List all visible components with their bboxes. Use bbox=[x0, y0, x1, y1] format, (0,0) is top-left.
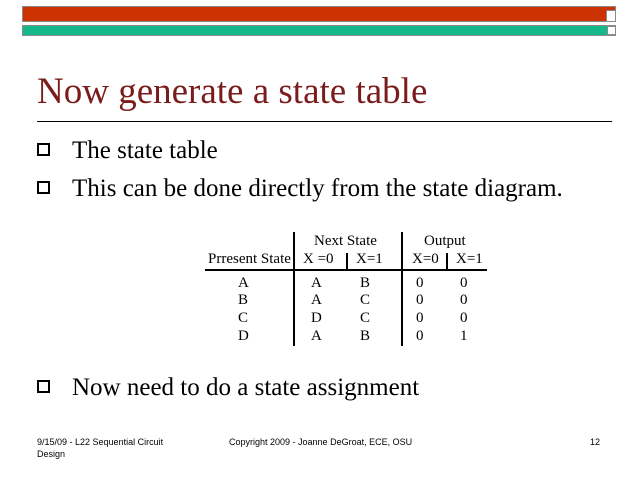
header-next-x0: X =0 bbox=[303, 251, 334, 267]
header-output: Output bbox=[424, 233, 466, 249]
bullet-text: Now need to do a state assignment bbox=[72, 374, 420, 401]
table-cell-present: C bbox=[238, 310, 249, 326]
table-cell-next-x1: C bbox=[360, 292, 371, 308]
table-cell-present: B bbox=[238, 292, 249, 308]
header-output-x0: X=0 bbox=[412, 251, 439, 267]
bullet-square-icon bbox=[37, 143, 50, 156]
footer-date-course: 9/15/09 - L22 Sequential Circuit Design bbox=[37, 437, 164, 459]
header-next-state: Next State bbox=[314, 233, 377, 249]
table-cell-next-x0: A bbox=[311, 328, 322, 344]
slide-title: Now generate a state table bbox=[37, 71, 428, 112]
table-cell-present: A bbox=[238, 275, 249, 291]
header-next-x1: X=1 bbox=[356, 251, 383, 267]
table-divider-next bbox=[346, 253, 348, 269]
table-cell-next-x0: D bbox=[311, 310, 322, 326]
table-header-rule bbox=[205, 269, 487, 271]
table-cell-next-x0: A bbox=[311, 292, 322, 308]
header-square-bottom bbox=[607, 26, 616, 35]
table-cell-out-x1: 1 bbox=[460, 328, 468, 344]
table-cell-out-x0: 0 bbox=[416, 328, 424, 344]
table-cell-out-x1: 0 bbox=[460, 292, 468, 308]
table-cell-next-x1: C bbox=[360, 310, 371, 326]
title-underline bbox=[37, 121, 612, 122]
table-cell-out-x0: 0 bbox=[416, 292, 424, 308]
header-output-x1: X=1 bbox=[456, 251, 483, 267]
header-bar-red bbox=[22, 6, 616, 22]
table-divider-next-output bbox=[401, 232, 403, 346]
header-present-state: Prresent State bbox=[208, 251, 291, 267]
table-divider-output bbox=[446, 253, 448, 269]
table-cell-out-x1: 0 bbox=[460, 275, 468, 291]
bullet-text: The state table bbox=[72, 137, 218, 164]
bullet-text: This can be done directly from the state diagram. bbox=[72, 175, 563, 202]
footer-copyright: Copyright 2009 - Joanne DeGroat, ECE, OSU bbox=[229, 437, 413, 447]
table-cell-next-x0: A bbox=[311, 275, 322, 291]
table-cell-out-x0: 0 bbox=[416, 275, 424, 291]
footer-page-number: 12 bbox=[590, 437, 601, 447]
bullet-square-icon bbox=[37, 380, 50, 393]
table-cell-out-x1: 0 bbox=[460, 310, 468, 326]
table-cell-next-x1: B bbox=[360, 328, 371, 344]
table-cell-next-x1: B bbox=[360, 275, 371, 291]
header-square-top bbox=[606, 10, 616, 22]
header-bar-green bbox=[22, 25, 616, 36]
table-cell-present: D bbox=[238, 328, 249, 344]
table-cell-out-x0: 0 bbox=[416, 310, 424, 326]
bullet-square-icon bbox=[37, 181, 50, 194]
table-divider-present bbox=[293, 232, 295, 346]
